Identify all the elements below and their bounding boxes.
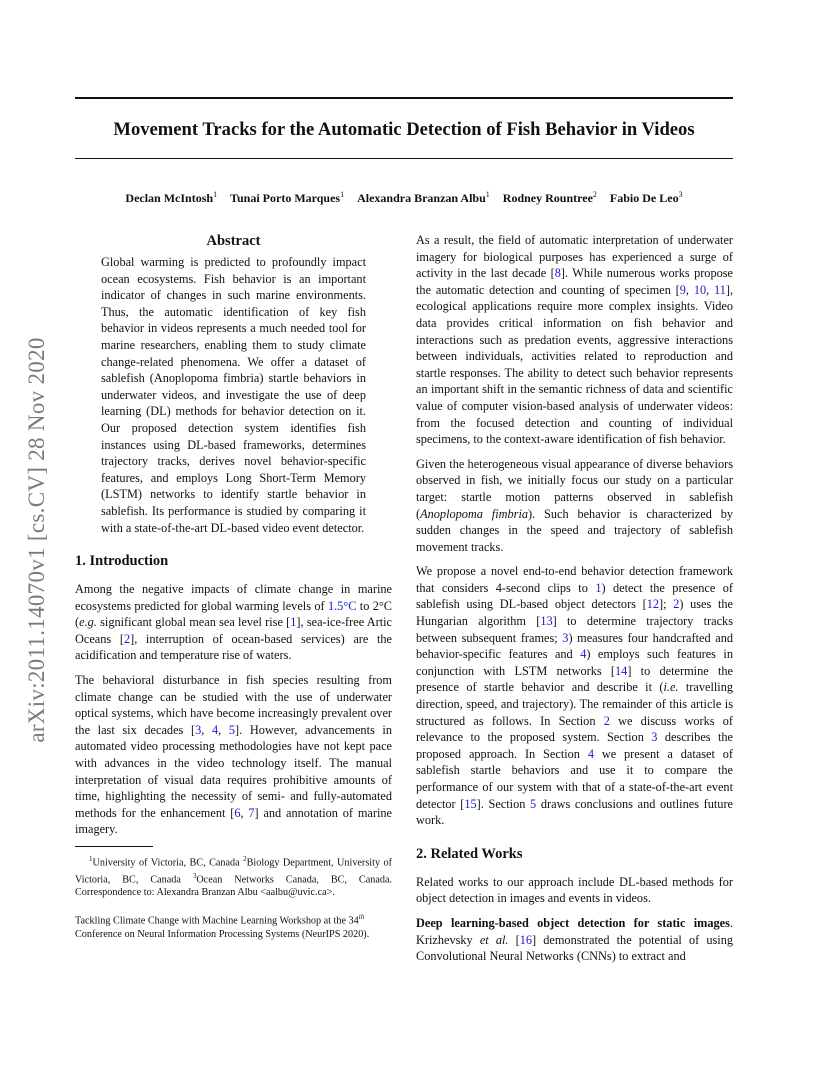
citation-link[interactable]: 6 [234,805,241,820]
author: Rodney Rountree$^2$ [502,190,597,205]
section-link[interactable]: 3 [651,730,658,745]
citation-link[interactable]: 3 [195,722,202,737]
author-list [75,186,733,207]
related-paragraph-1: Related works to our approach include DL-based methods for object detection in images and events in videos. [416,874,733,906]
author: Declan McIntosh$^1$ [125,190,218,205]
citation-link[interactable]: 13 [540,614,553,629]
author: Alexandra Branzan Albu$^1$ [357,190,490,205]
author: Tunai Porto Marques$^1$ [230,190,345,205]
intro-paragraph-4: Given the heterogeneous visual appearance of diverse behaviors observed in fish, we initially focus our study on a particular target: startle motion patterns observed in sablefish (Anoplopoma fimbria). Such behavior is characterized by sudden changes in the speed and trajectory of sablefish movement tracks. [416,456,733,554]
paper-title: Movement Tracks for the Automatic Detection of Fish Behavior in Videos [113,119,695,140]
related-paragraph-2: Deep learning-based object detection for static images. Krizhevsky et al. [16] demonstrated the potential of using Convolutional Neural Networks (CNNs) to extract and [416,915,733,964]
affiliation-footnote: $^1$University of Victoria, BC, Canada $^2$Biology Department, University of Victoria, BC, Canada $^3$Ocean Networks Canada, BC, Canada. Correspondence to: Alexandra Branzan Albu <aalbu@uvic.ca>. [75,855,393,899]
citation-link[interactable]: 15 [464,796,477,811]
citation-link[interactable]: 4 [211,722,219,737]
right-column [416,232,733,973]
title-rule-bottom [75,158,733,159]
left-column [75,232,392,941]
intro-paragraph-3: As a result, the field of automatic interpretation of underwater imagery for biological purposes has experienced a surge of activity in the last decade [8]. While numerous works propose the automatic detection and counting of specimen [9, 10, 11], ecological applications require more complex insights. Video data provides critical information on fish behavior and interactions such as predation events, aggressive interactions between individuals, activities related to reproduction and startle responses. The ability to detect such behavior represents an important shift in the semantic richness of data and scientific value of computer vision-based analysis of underwater videos: from the focused detection and counting of individual specimens, to the context-aware identification of fish behavior. [416,233,734,447]
species-name: Anoplopoma fimbria [420,506,529,521]
section-heading-related-works: 2. Related Works [416,845,523,862]
citation-link[interactable]: 14 [615,663,628,678]
citation-link[interactable]: 1 [290,615,297,630]
abstract-text: Global warming is predicted to profoundly impact ocean ecosystems. Fish behavior is an important indicator of changes in such marine environments. Thus, the automatic identification of key fish behavior in videos represents a much needed tool for marine researchers, enabling them to study climate change-related phenomena. We offer a dataset of sablefish (Anoplopoma fimbria) startle behaviors in underwater videos, and investigate the use of deep learning (DL) methods for behavior detection on it. Our proposed detection system identifies fish instances using DL-based frameworks, determines trajectory tracks, derives novel behavior-specific features, and employs Long Short-Term Memory (LSTM) networks to identify startle behavior in sablefish. Its performance is studied by comparing it with a state-of-the-art DL-based video event detector. [101,255,366,535]
citation-link[interactable]: 16 [519,932,533,947]
citation-link[interactable]: 5 [228,722,235,737]
intro-paragraph-1: Among the negative impacts of climate change in marine ecosystems predicted for global warming levels of 1.5°C to 2°C (e.g. significant global mean sea level rise [1], sea-ice-free Artic Oceans [2], interruption of ocean-based services) are the acidification and temperature rise of waters. [75,582,393,663]
list-number: 4 [580,647,587,662]
temperature-value: 2°C [372,598,392,613]
intro-paragraph-5: We propose a novel end-to-end behavior detection framework that considers 4-second clips to 1) detect the presence of sablefish using DL-based object detectors [12]; 2) uses the Hungarian algorithm [13] to determine trajectory tracks between subsequent frames; 3) measures four handcrafted and behavior-specific features and 4) employs such features in conjunction with LSTM networks [14] to determine the presence of startle behavior and describe it (i.e. travelling direction, speed, and trajectory). The remainder of this article is structured as follows. In Section 2 we discuss works of relevance to the proposed system. Section 3 describes the proposed approach. In Section 4 we present a dataset of sablefish startle behaviors and use it to compare the performance of our system with that of a state-of-the-art event detector [15]. Section 5 draws conclusions and outlines future work. [416,564,733,828]
list-number: 2 [673,597,680,612]
citation-link[interactable]: 2 [123,631,131,646]
list-number: 1 [595,580,602,595]
author: Fabio De Leo$^3$ [609,190,683,205]
section-link[interactable]: 5 [530,796,537,811]
footnote-rule [75,846,153,847]
citation-link[interactable]: 9 [679,282,686,297]
citation-link[interactable]: 8 [554,266,561,281]
list-number: 3 [562,630,569,645]
intro-paragraph-2: The behavioral disturbance in fish species resulting from climate change can be studied with the use of underwater optical systems, which have become increasingly prevalent over the last six decades [3, 4, 5]. However, advancements in automated video processing methodologies have not kept pace with advances in the video technology itself. The manual interpretation of visual data requires prohibitive amounts of time, highlighting the necessity of semi- and fully-automated methods for the enhancement [6, 7] and annotation of marine imagery. [75,673,392,837]
arxiv-id: arXiv:2011.14070v1 [cs.CV] 28 Nov 2020 [24,337,49,743]
citation-link[interactable]: 10 [693,282,707,297]
abstract-heading: Abstract [206,233,261,249]
title-rule-top [75,97,733,99]
section-link[interactable]: 2 [603,713,610,728]
temperature-value: 1.5°C [327,598,357,613]
citation-link[interactable]: 11 [714,282,726,297]
section-heading-introduction: 1. Introduction [75,553,169,570]
arxiv-sidebar-stamp [20,280,54,800]
workshop-note: Tackling Climate Change with Machine Learning Workshop at the 34th Conference on Neural Information Processing Systems (NeurIPS 2020). [75,913,370,940]
citation-link[interactable]: 12 [646,597,660,612]
citation-link[interactable]: 7 [248,805,255,820]
section-link[interactable]: 4 [587,746,594,761]
